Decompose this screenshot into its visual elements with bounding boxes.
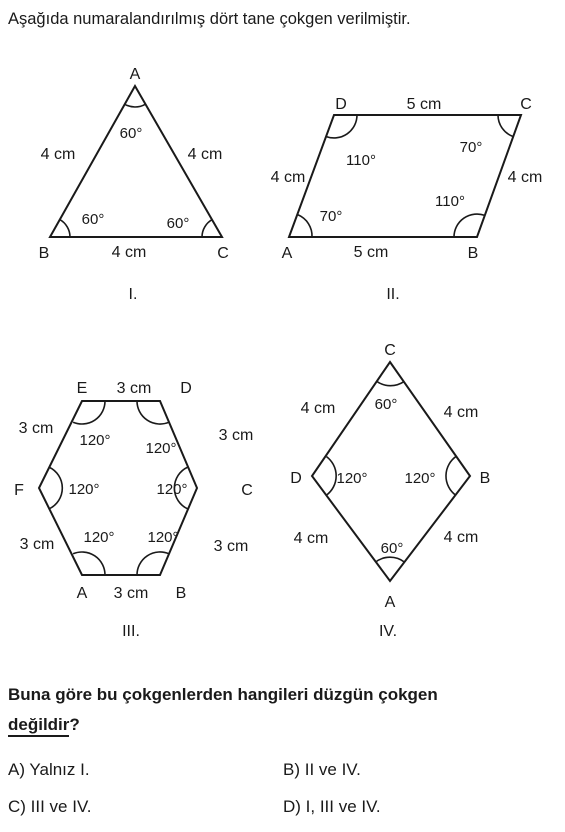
option-b[interactable]: B) II ve IV. (283, 760, 361, 779)
fig1-angle-a: 60° (119, 125, 143, 142)
fig3-side-ef: 3 cm (18, 420, 54, 437)
fig1-side-ab: 4 cm (40, 146, 76, 163)
fig4-label: IV. (378, 623, 398, 640)
fig2-side-bc: 4 cm (507, 169, 543, 186)
fig3-angle-a: 120° (83, 529, 115, 546)
fig2-vertex-b: B (467, 245, 479, 262)
fig2-angle-d: 110° (346, 152, 376, 169)
fig3-vertex-b: B (175, 585, 187, 602)
fig3-label: III. (122, 623, 140, 640)
fig3-side-cb: 3 cm (213, 538, 249, 555)
fig4-side-cd: 4 cm (300, 400, 336, 417)
fig1-vertex-c: C (217, 245, 229, 262)
fig3-angle-d: 120° (145, 440, 177, 457)
fig2-vertex-c: C (520, 96, 532, 113)
fig2-angle-c: 70° (459, 139, 483, 156)
fig3-angle-b: 120° (147, 529, 179, 546)
fig1-side-ac: 4 cm (187, 146, 223, 163)
fig1-label: I. (128, 286, 138, 303)
fig2-angle-a: 70° (319, 208, 343, 225)
fig4-side-ba: 4 cm (443, 529, 479, 546)
question-part1: Buna göre bu çokgenlerden hangileri düzgün çokgen (8, 685, 438, 704)
fig2-vertex-a: A (281, 245, 293, 262)
fig4-angle-d: 120° (336, 470, 368, 487)
fig3-angle-c: 120° (156, 481, 188, 498)
question-underlined-word: değildir (8, 715, 69, 737)
fig3-side-ed: 3 cm (116, 380, 152, 397)
fig3-side-ab: 3 cm (113, 585, 149, 602)
fig4-vertex-a: A (384, 594, 396, 611)
question-end: ? (69, 715, 80, 734)
fig3-vertex-a: A (76, 585, 88, 602)
fig1-angle-c: 60° (166, 215, 190, 232)
fig1-vertex-b: B (38, 245, 50, 262)
fig2-side-dc: 5 cm (406, 96, 442, 113)
fig4-vertex-c: C (384, 342, 396, 359)
fig2-side-ad: 4 cm (270, 169, 306, 186)
fig3-side-dc: 3 cm (218, 427, 254, 444)
fig1-angle-b: 60° (81, 211, 105, 228)
fig4-angle-c: 60° (374, 396, 398, 413)
fig1-vertex-a: A (129, 66, 141, 83)
fig3-vertex-f: F (14, 482, 24, 499)
fig4-vertex-d: D (290, 470, 302, 487)
fig3-angle-e: 120° (79, 432, 111, 449)
fig4-side-cb: 4 cm (443, 404, 479, 421)
fig4-angle-a: 60° (380, 540, 404, 557)
fig2-label: II. (386, 286, 400, 303)
option-c[interactable]: C) III ve IV. (8, 797, 92, 816)
option-d[interactable]: D) I, III ve IV. (283, 797, 381, 816)
fig2-vertex-d: D (335, 96, 347, 113)
fig3-vertex-e: E (76, 380, 88, 397)
fig4-vertex-b: B (479, 470, 491, 487)
fig2-angle-b: 110° (435, 193, 465, 210)
intro-text: Aşağıda numaralandırılmış dört tane çokgen verilmiştir. (8, 10, 411, 28)
fig3-vertex-c: C (241, 482, 253, 499)
question-text (8, 680, 560, 740)
fig3-side-fa: 3 cm (19, 536, 55, 553)
option-a[interactable]: A) Yalnız I. (8, 760, 90, 779)
fig3-vertex-d: D (180, 380, 192, 397)
fig4-angle-b: 120° (404, 470, 436, 487)
fig1-side-bc: 4 cm (111, 244, 147, 261)
fig2-side-ab: 5 cm (353, 244, 389, 261)
fig3-angle-f: 120° (68, 481, 100, 498)
fig4-side-da: 4 cm (293, 530, 329, 547)
